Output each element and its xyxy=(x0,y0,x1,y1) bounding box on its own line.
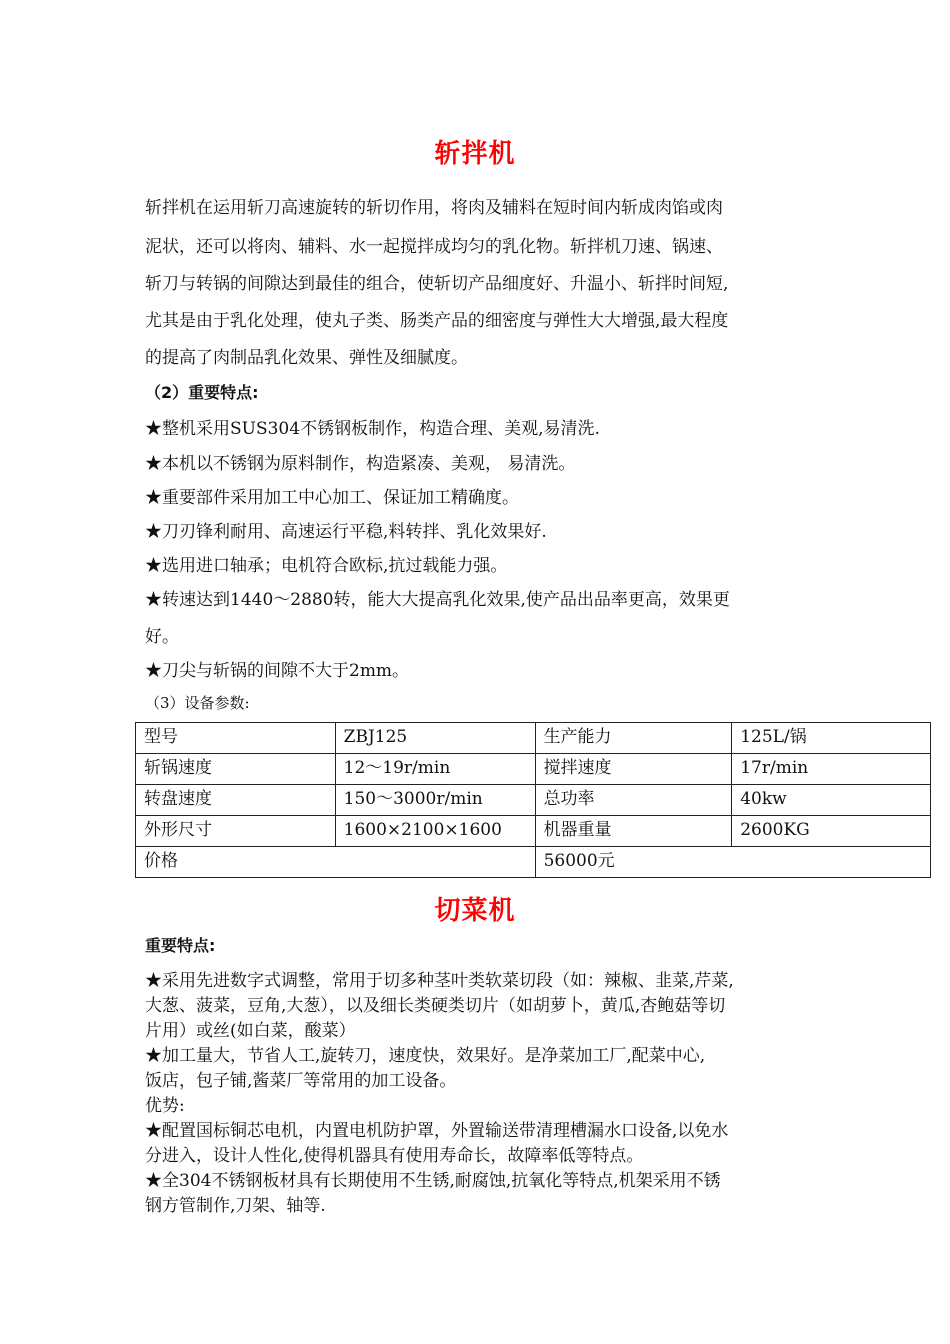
feature-item: ★重要部件采用加工中心加工、保证加工精确度。 xyxy=(145,488,519,508)
table-row-price xyxy=(136,847,931,878)
table-cell: 转盘速度 xyxy=(136,785,336,816)
params-table xyxy=(135,722,931,878)
table-cell: 生产能力 xyxy=(535,723,732,754)
features2-line: ★采用先进数字式调整，常用于切多种茎叶类软菜切段（如：辣椒、韭菜,芹菜, xyxy=(145,971,734,991)
title-vegetable-cutter: 切菜机 xyxy=(434,896,516,926)
price-value: 56000元 xyxy=(535,847,930,878)
features2-line: 钢方管制作,刀架、轴等. xyxy=(145,1196,326,1216)
table-cell: 总功率 xyxy=(535,785,732,816)
features2-line: ★配置国标铜芯电机，内置电机防护罩，外置输送带清理槽漏水口设备,以免水 xyxy=(145,1121,729,1141)
params-heading: （3）设备参数: xyxy=(145,694,250,712)
feature-item: ★刀尖与斩锅的间隙不大于2mm。 xyxy=(145,661,410,681)
features-heading: （2）重要特点: xyxy=(145,383,259,402)
intro-line: 尤其是由于乳化处理，使丸子类、肠类产品的细密度与弹性大大增强,最大程度 xyxy=(145,311,729,331)
table-cell: 机器重量 xyxy=(535,816,732,847)
table-row xyxy=(136,723,931,754)
features2-heading: 重要特点: xyxy=(145,936,216,955)
table-cell: 150～3000r/min xyxy=(335,785,535,816)
table-cell: 搅拌速度 xyxy=(535,754,732,785)
feature-item: ★整机采用SUS304不锈钢板制作，构造合理、美观,易清洗. xyxy=(145,419,600,439)
table-row xyxy=(136,816,931,847)
feature-item: ★选用进口轴承；电机符合欧标,抗过载能力强。 xyxy=(145,556,508,576)
table-cell: 40kw xyxy=(732,785,931,816)
features2-line: ★全304不锈钢板材具有长期使用不生锈,耐腐蚀,抗氧化等特点,机架采用不锈 xyxy=(145,1171,721,1191)
features2-line: 分进入，设计人性化,使得机器具有使用寿命长，故障率低等特点。 xyxy=(145,1146,644,1166)
features2-line: 饭店，包子铺,酱菜厂等常用的加工设备。 xyxy=(145,1071,457,1091)
feature-item: ★转速达到1440～2880转，能大大提高乳化效果,使产品出品率更高，效果更 xyxy=(145,590,730,610)
table-cell: 12～19r/min xyxy=(335,754,535,785)
feature-item: ★刀刃锋利耐用、高速运行平稳,料转拌、乳化效果好. xyxy=(145,522,547,542)
table-cell: 17r/min xyxy=(732,754,931,785)
table-cell: ZBJ125 xyxy=(335,723,535,754)
table-cell: 斩锅速度 xyxy=(136,754,336,785)
intro-line: 斩刀与转锅的间隙达到最佳的组合，使斩切产品细度好、升温小、斩拌时间短, xyxy=(145,274,729,294)
title-chopper: 斩拌机 xyxy=(434,139,516,169)
table-cell: 1600×2100×1600 xyxy=(335,816,535,847)
intro-line: 泥状，还可以将肉、辅料、水一起搅拌成均匀的乳化物。斩拌机刀速、锅速、 xyxy=(145,237,723,257)
table-row xyxy=(136,785,931,816)
features2-line: 大葱、菠菜，豆角,大葱），以及细长类硬类切片（如胡萝卜，黄瓜,杏鲍菇等切 xyxy=(145,996,726,1016)
table-cell: 型号 xyxy=(136,723,336,754)
feature-item: ★本机以不锈钢为原料制作，构造紧凑、美观， 易清洗。 xyxy=(145,454,576,474)
price-label: 价格 xyxy=(136,847,536,878)
features2-line: 片用）或丝(如白菜，酸菜） xyxy=(145,1021,356,1041)
features2-line: ★加工量大，节省人工,旋转刀，速度快，效果好。是净菜加工厂,配菜中心, xyxy=(145,1046,706,1066)
intro-line: 的提高了肉制品乳化效果、弹性及细腻度。 xyxy=(145,348,468,368)
features2-line: 优势: xyxy=(145,1096,185,1116)
table-cell: 125L/锅 xyxy=(732,723,931,754)
table-row xyxy=(136,754,931,785)
feature-item: 好。 xyxy=(145,627,179,647)
intro-line: 斩拌机在运用斩刀高速旋转的斩切作用，将肉及辅料在短时间内斩成肉馅或肉 xyxy=(145,198,723,218)
table-cell: 2600KG xyxy=(732,816,931,847)
table-cell: 外形尺寸 xyxy=(136,816,336,847)
